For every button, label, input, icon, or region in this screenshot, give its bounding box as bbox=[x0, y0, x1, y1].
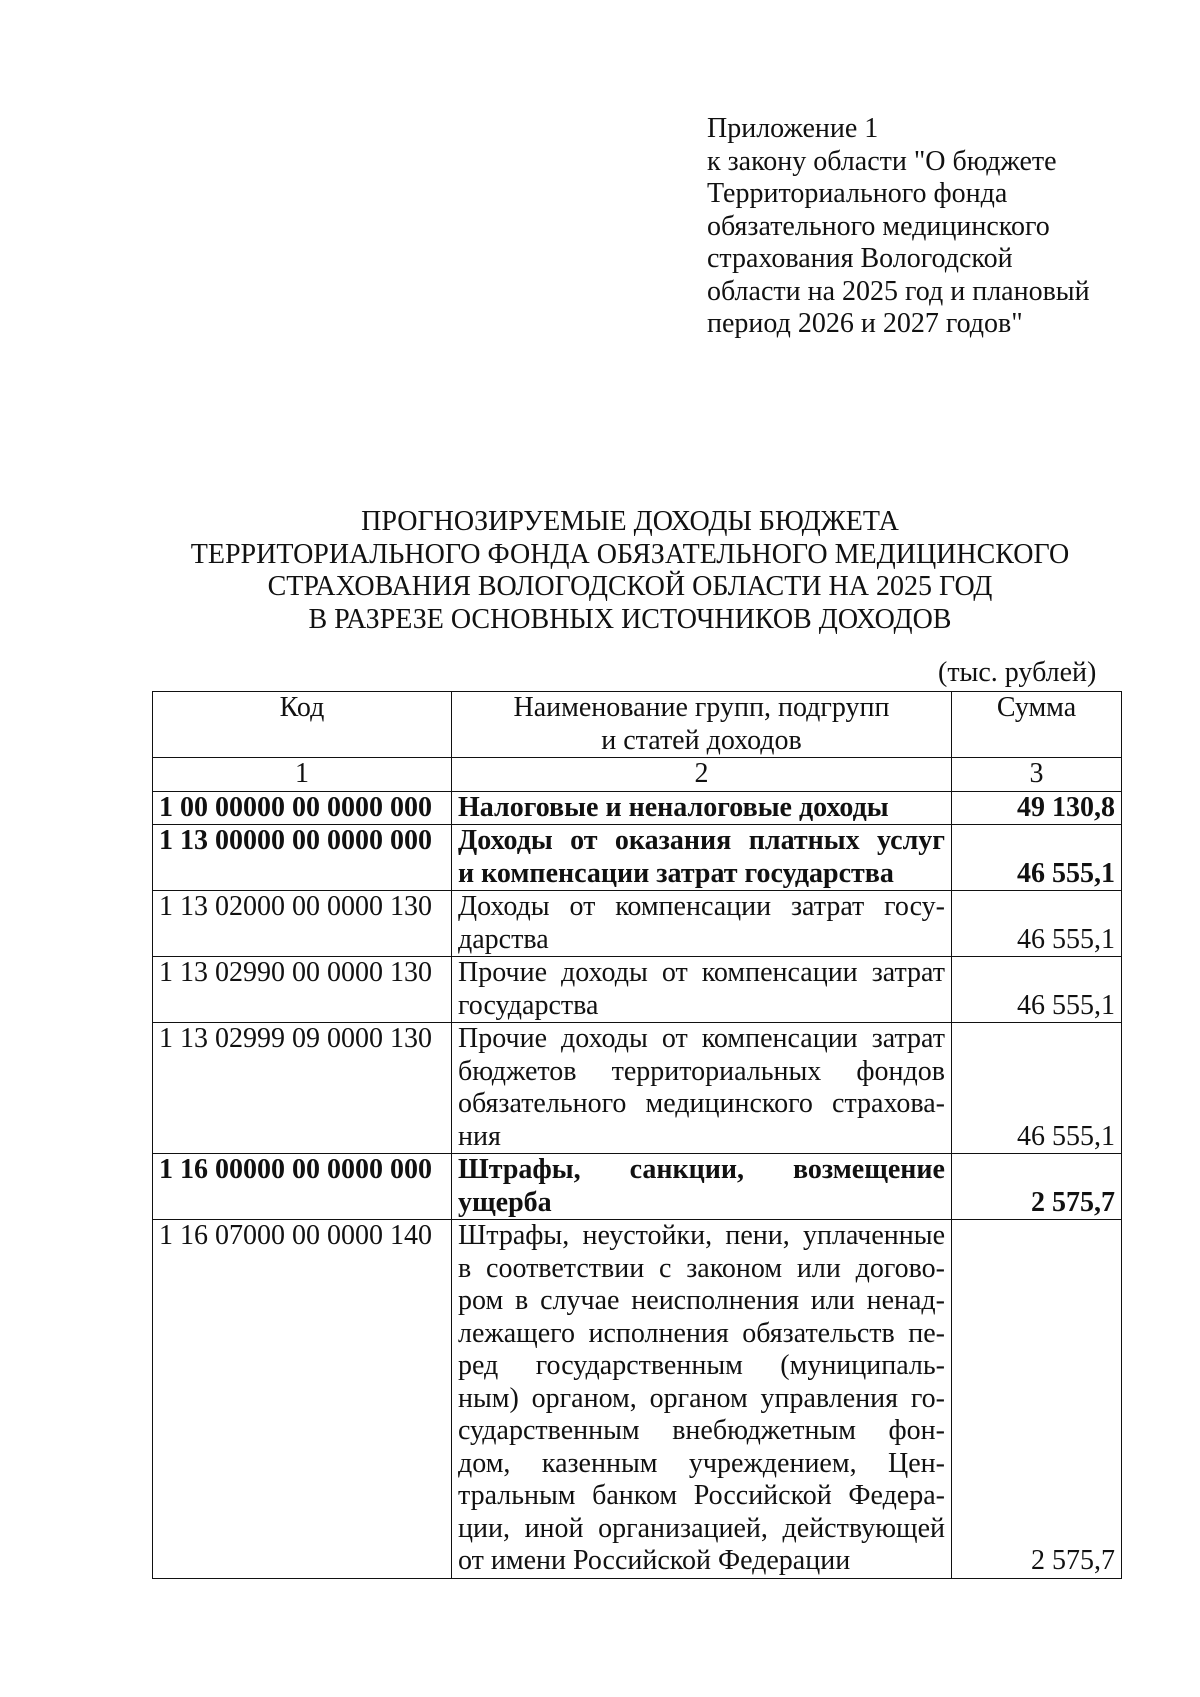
title-line: СТРАХОВАНИЯ ВОЛОГОДСКОЙ ОБЛАСТИ НА 2025 ГОД bbox=[267, 571, 993, 602]
income-name-line: Доходы от компенсации затрат госу- bbox=[458, 891, 945, 922]
appendix-line: обязательного медицинского bbox=[707, 210, 1050, 242]
appendix-line: области на 2025 год и плановый bbox=[707, 275, 1090, 307]
income-name bbox=[452, 1154, 952, 1220]
column-number: 3 bbox=[952, 758, 1122, 792]
income-sum: 46 555,1 bbox=[952, 1023, 1122, 1154]
appendix-line: Территориального фонда bbox=[707, 178, 1008, 209]
income-name-line: Прочие доходы от компенсации затрат bbox=[458, 957, 945, 988]
income-name-line: Штрафы, неустойки, пени, уплаченные bbox=[458, 1220, 945, 1251]
income-name bbox=[452, 1220, 952, 1579]
appendix-line: период 2026 и 2027 годов" bbox=[707, 308, 1023, 339]
income-name-line: дом, казенным учреждением, Цен- bbox=[458, 1447, 945, 1479]
income-name-line: и компенсации затрат государства bbox=[458, 857, 894, 889]
income-name-line: ущерба bbox=[458, 1186, 552, 1218]
table-row bbox=[153, 1154, 1122, 1220]
income-name-line: бюджетов территориальных фондов bbox=[458, 1055, 945, 1087]
income-name-line: ным) органом, органом управления го- bbox=[458, 1382, 945, 1414]
income-name-line: от имени Российской Федерации bbox=[458, 1545, 851, 1576]
column-number-row bbox=[153, 758, 1122, 792]
units-label: (тыс. рублей) bbox=[938, 657, 1097, 688]
table-header-row bbox=[153, 692, 1122, 758]
title-line: ПРОГНОЗИРУЕМЫЕ ДОХОДЫ БЮДЖЕТА bbox=[361, 506, 899, 537]
income-code: 1 00 00000 00 0000 000 bbox=[153, 791, 452, 825]
income-name-line: Штрафы, санкции, возмещение bbox=[458, 1154, 945, 1185]
income-name bbox=[452, 825, 952, 891]
income-name bbox=[452, 791, 952, 825]
income-table bbox=[152, 691, 1122, 1579]
income-code: 1 16 07000 00 0000 140 bbox=[153, 1220, 452, 1579]
income-code: 1 13 02990 00 0000 130 bbox=[153, 957, 452, 1023]
income-name-line: тральным банком Российской Федера- bbox=[458, 1480, 945, 1511]
header-code: Код bbox=[153, 692, 452, 758]
appendix-line: Приложение 1 bbox=[707, 113, 879, 144]
table-row bbox=[153, 1220, 1122, 1579]
table-row bbox=[153, 1023, 1122, 1154]
income-name-line: Доходы от оказания платных услуг bbox=[458, 825, 945, 856]
column-number: 2 bbox=[452, 758, 952, 792]
appendix-line: страхования Вологодской bbox=[707, 243, 1013, 274]
table-row bbox=[153, 825, 1122, 891]
income-name-line: Прочие доходы от компенсации затрат bbox=[458, 1023, 945, 1054]
document-title bbox=[140, 506, 1120, 636]
table-row bbox=[153, 791, 1122, 825]
income-name-line: в соответствии с законом или догово- bbox=[458, 1252, 945, 1284]
header-sum: Сумма bbox=[952, 692, 1122, 758]
income-sum: 2 575,7 bbox=[952, 1220, 1122, 1579]
income-name-line: сударственным внебюджетным фон- bbox=[458, 1415, 945, 1446]
header-name-line: Наименование групп, подгрупп bbox=[513, 692, 890, 723]
income-code: 1 13 02000 00 0000 130 bbox=[153, 891, 452, 957]
income-code: 1 16 00000 00 0000 000 bbox=[153, 1154, 452, 1220]
income-name-line: дарства bbox=[458, 923, 549, 955]
appendix-reference bbox=[707, 113, 1090, 341]
income-name bbox=[452, 1023, 952, 1154]
income-sum: 46 555,1 bbox=[952, 891, 1122, 957]
header-name-line: и статей доходов bbox=[601, 724, 802, 756]
income-name-line: ред государственным (муниципаль- bbox=[458, 1350, 945, 1381]
income-code: 1 13 00000 00 0000 000 bbox=[153, 825, 452, 891]
income-name-line: государства bbox=[458, 989, 599, 1021]
income-name-line: ром в случае неисполнения или ненад- bbox=[458, 1285, 945, 1316]
header-name bbox=[452, 692, 952, 758]
income-name bbox=[452, 957, 952, 1023]
income-sum: 46 555,1 bbox=[952, 825, 1122, 891]
column-number: 1 bbox=[153, 758, 452, 792]
income-sum: 46 555,1 bbox=[952, 957, 1122, 1023]
income-name-line: лежащего исполнения обязательств пе- bbox=[458, 1317, 945, 1349]
title-line: ТЕРРИТОРИАЛЬНОГО ФОНДА ОБЯЗАТЕЛЬНОГО МЕДИЦИНСКОГО bbox=[190, 538, 1070, 570]
table-row bbox=[153, 957, 1122, 1023]
income-name-line: ции, иной организацией, действующей bbox=[458, 1512, 945, 1544]
appendix-line: к закону области "О бюджете bbox=[707, 145, 1057, 177]
income-name-line: ния bbox=[458, 1120, 501, 1152]
title-line: В РАЗРЕЗЕ ОСНОВНЫХ ИСТОЧНИКОВ ДОХОДОВ bbox=[308, 603, 952, 635]
income-name-line: Налоговые и неналоговые доходы bbox=[458, 791, 889, 823]
income-code: 1 13 02999 09 0000 130 bbox=[153, 1023, 452, 1154]
income-name bbox=[452, 891, 952, 957]
income-sum: 49 130,8 bbox=[952, 791, 1122, 825]
table-row bbox=[153, 891, 1122, 957]
income-sum: 2 575,7 bbox=[952, 1154, 1122, 1220]
income-name-line: обязательного медицинского страхова- bbox=[458, 1088, 945, 1119]
